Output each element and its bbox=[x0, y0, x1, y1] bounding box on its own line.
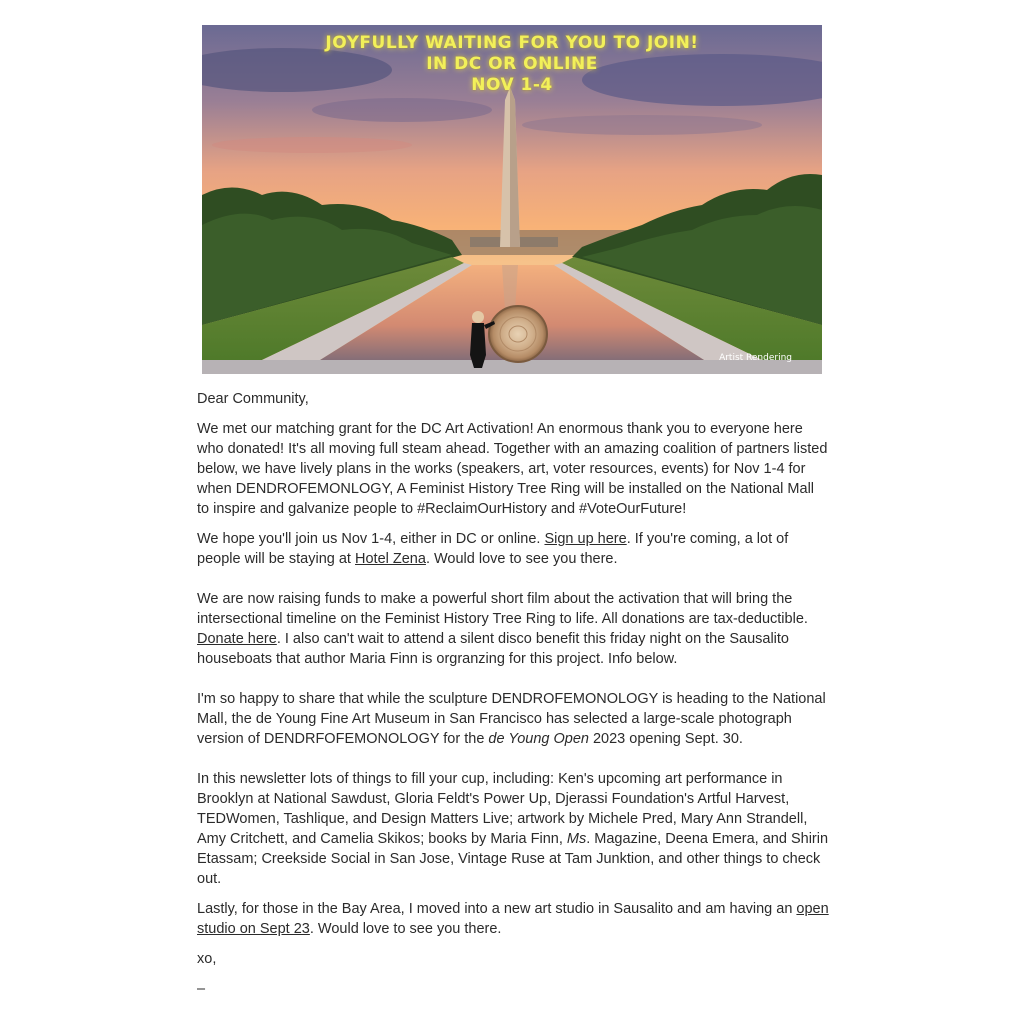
paragraph-join-us bbox=[197, 529, 829, 569]
open-studio-link[interactable]: open studio on Sept 23 bbox=[197, 901, 829, 937]
open-studio-text-a: Lastly, for those in the Bay Area, I moved into a new art studio in Sausalito and am having an bbox=[197, 901, 797, 917]
de-young-open-title: de Young Open bbox=[488, 731, 589, 747]
signoff: xo, bbox=[197, 951, 217, 967]
ms-magazine-title: Ms bbox=[566, 831, 587, 847]
de-young-text-a: I'm so happy to share that while the sculpture DENDROFEMONOLOGY is heading to the National Mall, the de Young Fine Art Museum in San Francisco has selected a large-scale photograph version of DENDRFOFEMONOLOGY for the bbox=[197, 691, 826, 747]
short-film-text-b: . I also can't wait to attend a silent disco benefit this friday night on the Sausalito houseboats that author Maria Finn is orgranzing for this project. Info below. bbox=[197, 631, 789, 667]
hero-image bbox=[202, 25, 822, 374]
de-young-text-b: 2023 opening Sept. 30. bbox=[588, 731, 743, 747]
paragraph-matching-grant: We met our matching grant for the DC Art Activation! An enormous thank you to everyone here who donated! It's all moving full steam ahead. Together with an amazing coalition of partners listed below, we have lively plans in the works (speakers, art, voter resources, events) for Nov 1-4 for when DENDROFEMONLOGY, A Feminist History Tree Ring will be installed on the National Mall to inspire and galvanize people to #ReclaimOurHistory and #VoteOurFuture! bbox=[197, 421, 828, 517]
sign-up-link[interactable]: Sign up here bbox=[544, 531, 627, 547]
signature-start: – bbox=[197, 981, 206, 997]
hero-caption-line-3: NOV 1-4 bbox=[471, 75, 553, 95]
hotel-zena-link[interactable]: Hotel Zena bbox=[355, 551, 426, 567]
short-film-text-a: We are now raising funds to make a powerful short film about the activation that will bring the intersectional timeline on the Feminist History Tree Ring to life. All donations are tax-deductible. bbox=[197, 591, 808, 627]
open-studio-text-b: . Would love to see you there. bbox=[309, 921, 502, 937]
contents-text-a: In this newsletter lots of things to fill your cup, including: Ken's upcoming art performance in Brooklyn at National Sawdust, Gloria Feldt's Power Up, Djerassi Foundation's Artful Harvest, TEDWomen, Tashlique, and Design Matters Live; artwork by Michele Pred, Mary Ann Strandell, Amy Critchett, and Camelia Skikos; books by Maria Finn, bbox=[197, 771, 808, 847]
paragraph-open-studio bbox=[197, 899, 829, 939]
hero-caption-line-2: IN DC OR ONLINE bbox=[426, 54, 598, 74]
join-us-text-a: We hope you'll join us Nov 1-4, either in DC or online. bbox=[197, 531, 545, 547]
artist-rendering-label: Artist Rendering bbox=[719, 353, 792, 363]
join-us-text-c: . Would love to see you there. bbox=[425, 551, 618, 567]
paragraph-de-young bbox=[197, 689, 829, 749]
join-us-text-b: . If you're coming, a lot of people will be staying at bbox=[197, 531, 789, 567]
newsletter-body bbox=[197, 389, 829, 1009]
contents-text-b: . Magazine, Deena Emera, and Shirin Etassam; Creekside Social in San Jose, Vintage Ruse at Tam Junktion, and other things to check out. bbox=[197, 831, 829, 887]
paragraph-newsletter-contents bbox=[197, 769, 829, 889]
paragraph-short-film bbox=[197, 589, 829, 669]
hero-caption bbox=[202, 33, 822, 96]
greeting: Dear Community, bbox=[197, 391, 309, 407]
hero-caption-line-1: JOYFULLY WAITING FOR YOU TO JOIN! bbox=[325, 33, 699, 53]
donate-link[interactable]: Donate here bbox=[197, 631, 277, 647]
